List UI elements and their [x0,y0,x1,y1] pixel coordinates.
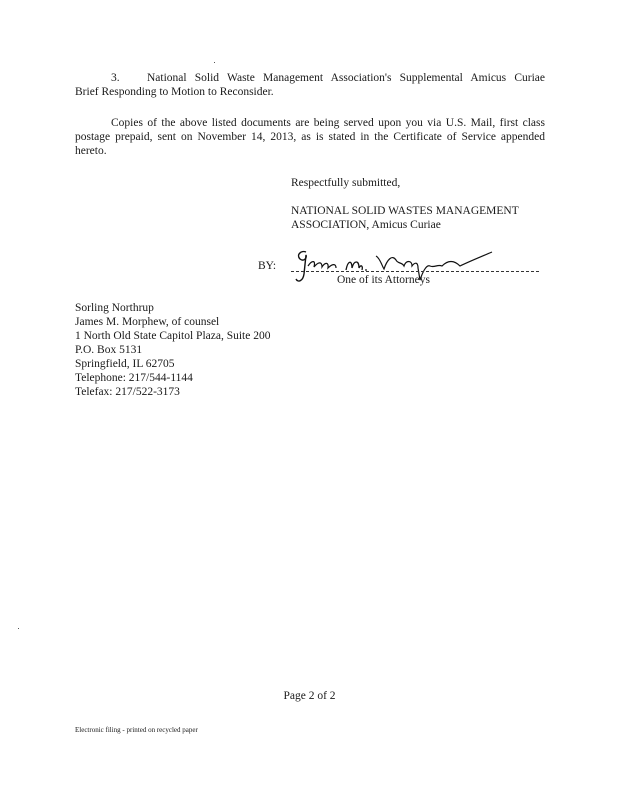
address-block [75,301,270,399]
city-state-zip: Springfield, IL 62705 [75,358,175,370]
item-3-number: 3. [111,72,120,84]
service-line-3: hereto. [75,145,107,157]
telephone: Telephone: 217/544-1144 [75,372,193,384]
item-3-line-2: Brief Responding to Motion to Reconsider. [75,86,274,98]
service-line-1: Copies of the above listed documents are being served upon you via U.S. Mail, first class [111,117,545,129]
footer-note: Electronic filing - printed on recycled paper [75,726,198,734]
organization-line-2: ASSOCIATION, Amicus Curiae [291,219,441,231]
street-address: 1 North Old State Capitol Plaza, Suite 200 [75,330,271,342]
organization-block [291,204,519,232]
service-line-2: postage prepaid, sent on November 14, 2013, as is stated in the Certificate of Service appended [75,131,545,143]
attorney-name: James M. Morphew, of counsel [75,316,220,328]
po-box: P.O. Box 5131 [75,344,143,356]
page-number: Page 2 of 2 [283,690,336,702]
closing-text: Respectfully submitted, [291,177,401,189]
scan-speck [18,628,19,629]
organization-line-1: NATIONAL SOLID WASTES MANAGEMENT [291,205,519,217]
item-3-paragraph [75,71,545,99]
by-label: BY: [258,260,277,272]
signature-line [291,271,539,272]
signer-role: One of its Attorneys [337,274,430,286]
item-3-line-1: National Solid Waste Management Association's Supplemental Amicus Curiae [147,72,545,84]
firm-name: Sorling Northrup [75,302,154,314]
service-paragraph [75,116,545,158]
telefax: Telefax: 217/522-3173 [75,386,180,398]
scan-speck [214,62,215,63]
